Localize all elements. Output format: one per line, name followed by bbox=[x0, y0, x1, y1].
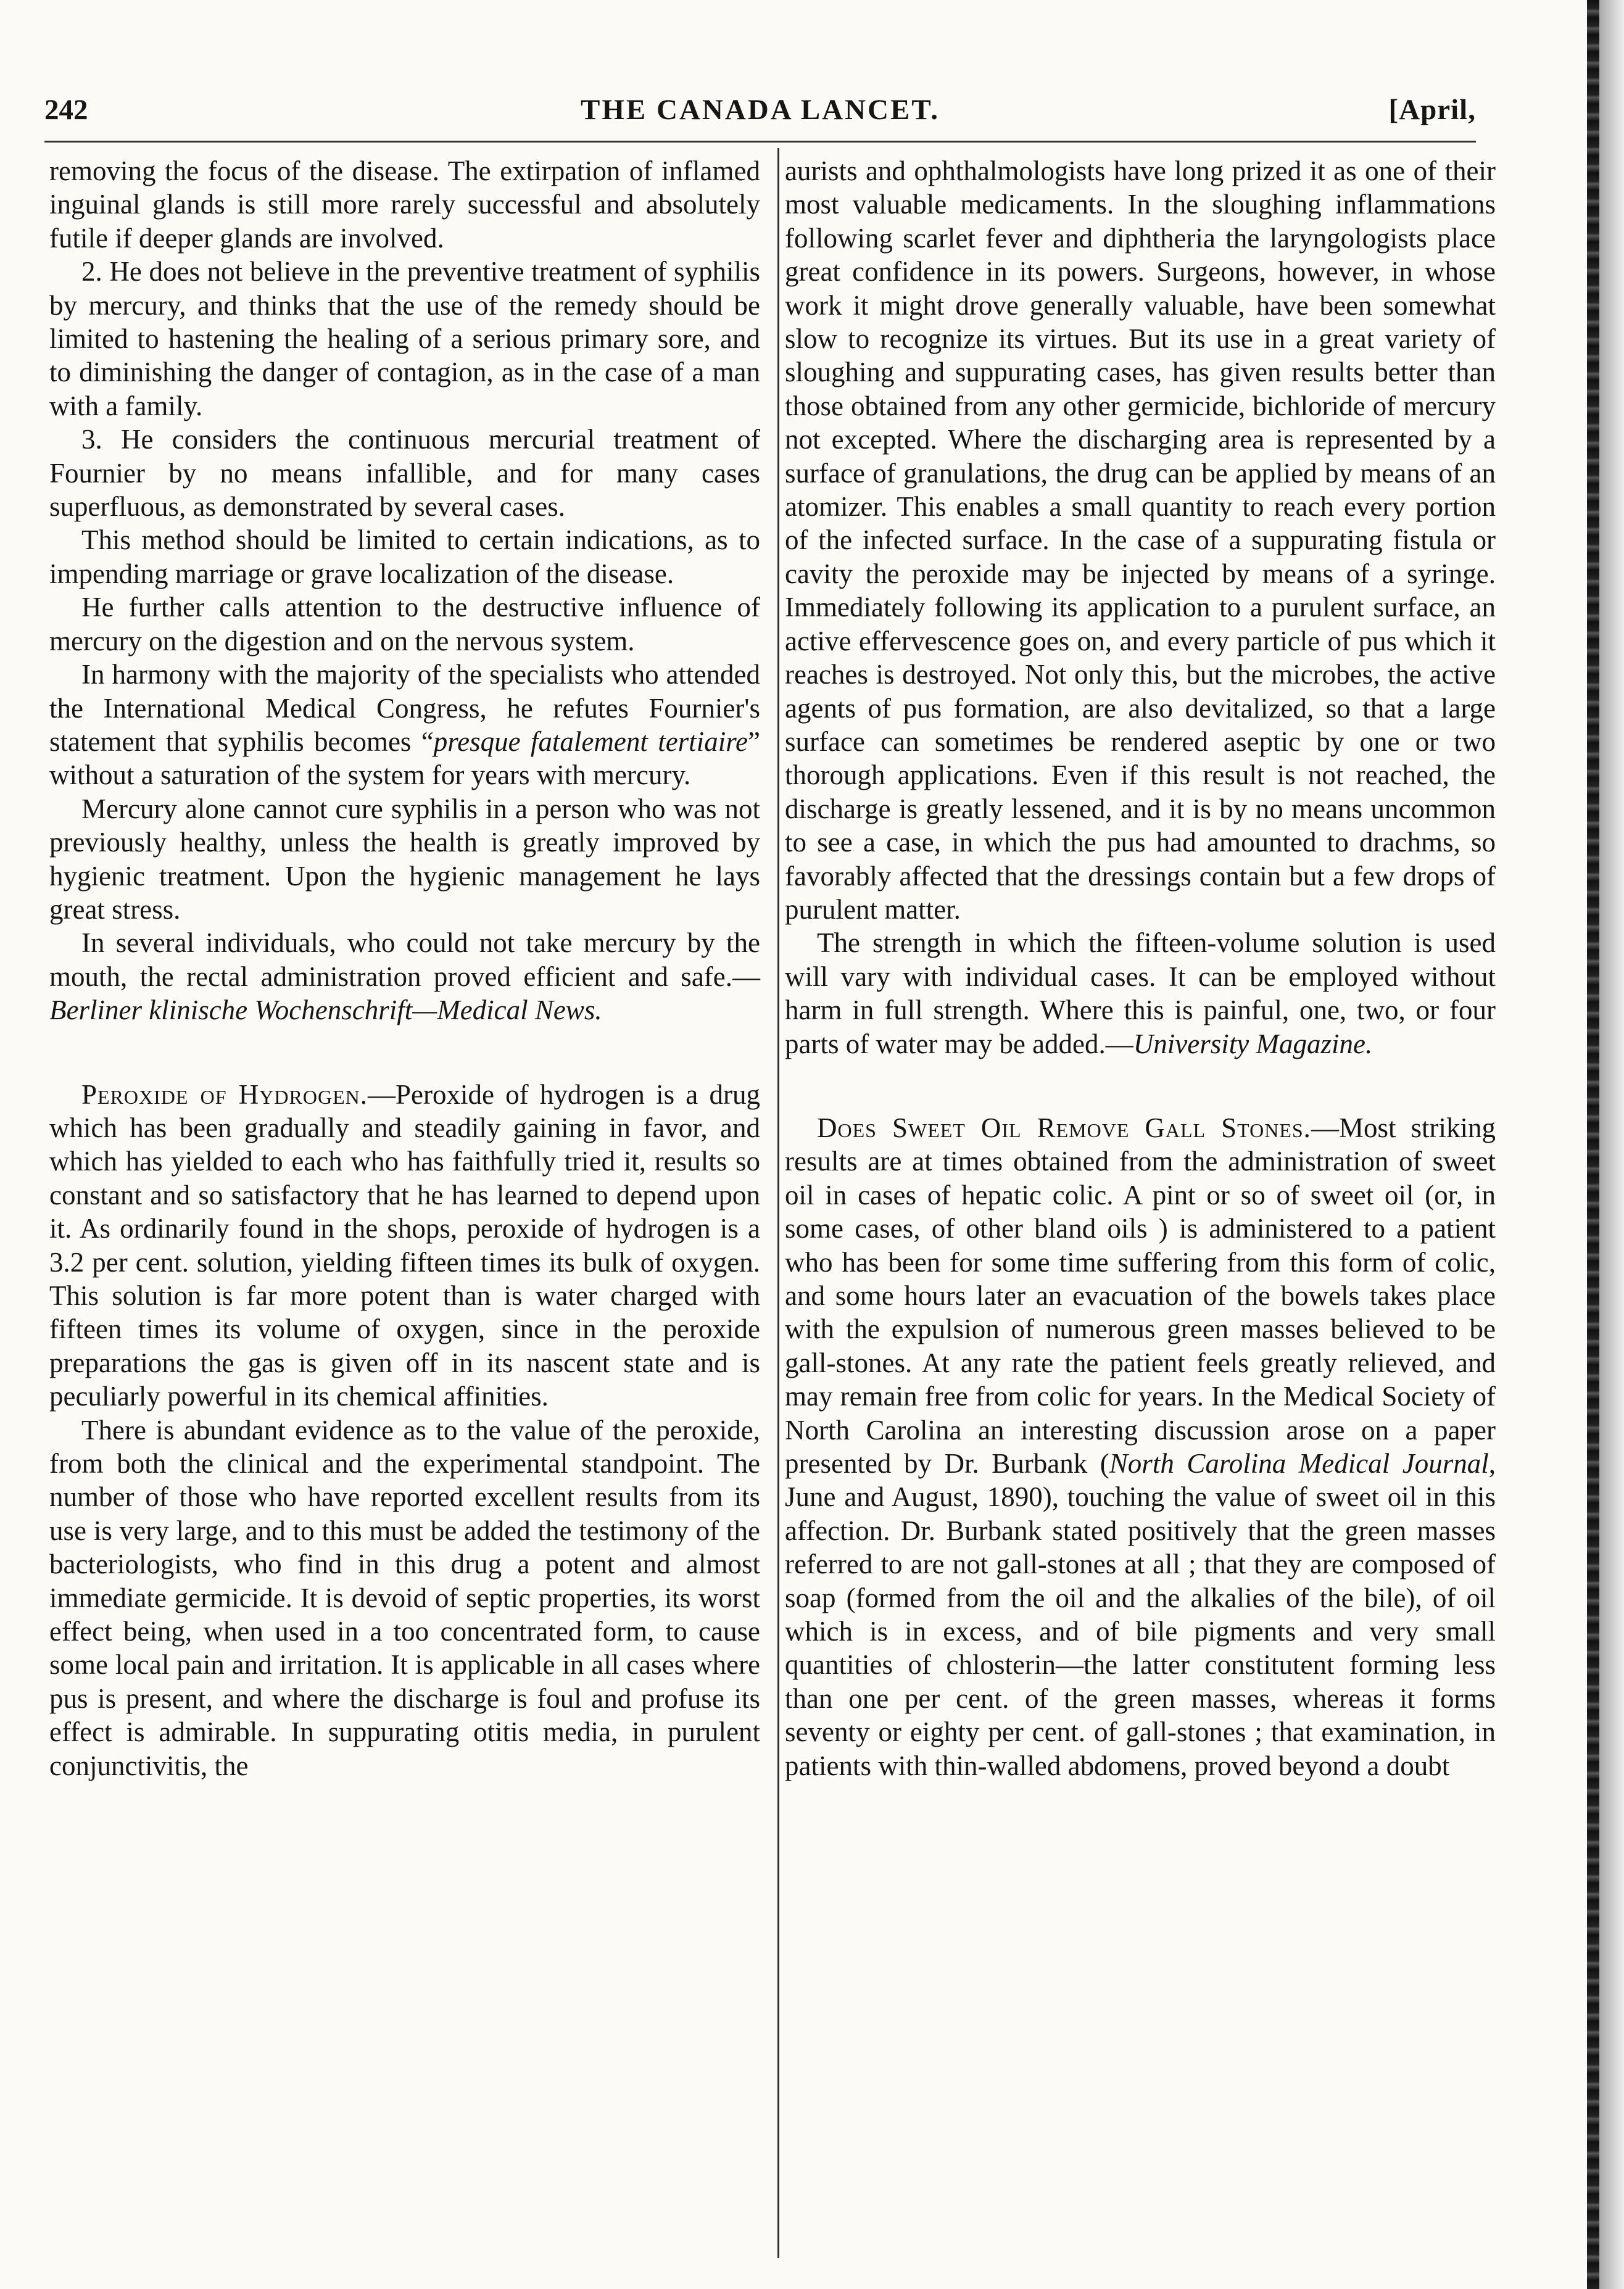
journal-title: THE CANADA LANCET. bbox=[581, 94, 940, 126]
paragraph: 2. He does not believe in the preventive treatment of syphilis by mercury, and thinks that the use of the remedy should be limited to hastening the healing of a serious primary sore, and to diminishing the danger of contagion, as in the case of a man with a family. bbox=[49, 256, 760, 421]
text-run: —Most striking results are at times obtained from the administration of sweet oil in cases of hepatic colic. A pint or so of sweet oil (or, in some cases, of other bland oils ) is administered to a patient who has been for some time suffering from this form of colic, and some hours later an evacuation of the bowels takes place with the expulsion of numerous green masses believed to be gall-stones. At any rate the patient feels greatly relieved, and may remain free from colic for years. In the Medical Society of North Carolina an interesting discussion arose on a paper presented by Dr. Burbank ( bbox=[785, 1112, 1496, 1480]
issue-label: [April, bbox=[1388, 94, 1476, 126]
text-run: —Peroxide of hydrogen is a drug which has been gradually and steadily gaining in favor, and which has yielded to each who has faithfully tried it, results so constant and so satisfactory that he has learned to depend upon it. As ordinarily found in the shops, peroxide of hydrogen is a 3.2 per cent. solution, yielding fifteen times its bulk of oxygen. This solution is far more potent than is water charged with fifteen times its volume of oxygen, since in the peroxide preparations the gas is given off in its nascent state and is peculiarly powerful in its chemical affinities. bbox=[49, 1078, 760, 1412]
header-rule bbox=[44, 141, 1476, 143]
right-column bbox=[785, 154, 1496, 1782]
page-edge-fade bbox=[1599, 0, 1624, 2289]
text-run: ” without a saturation of the system for years with mercury. bbox=[49, 726, 760, 791]
paragraph: This method should be limited to certain indications, as to impending marriage or grave localization of the disease. bbox=[49, 524, 760, 589]
text-run: In harmony with the majority of the specialists who attended the International Medical Congress, he refutes Fournier's statement that syphilis becomes “ bbox=[49, 659, 760, 757]
paragraph: aurists and ophthalmologists have long prized it as one of their most valuable medicaments. In the sloughing inflammations following scarlet fever and diphtheria the laryngologists place great confidence in its powers. Surgeons, however, in whose work it might drove generally valuable, have been somewhat slow to recognize its virtues. But its use in a great variety of sloughing and suppurating cases, has given results better than those obtained from any other germicide, bichloride of mercury not excepted. Where the discharging area is represented by a surface of granulations, the drug can be applied by means of an atomizer. This enables a small quantity to reach every portion of the infected surface. In the case of a suppurating fistula or cavity the peroxide may be injected by means of a syringe. Immediately following its application to a purulent surface, an active effervescence goes on, and every particle of pus which it reaches is destroyed. Not only this, but the microbes, the active agents of pus formation, are also devitalized, so that a large surface can sometimes be rendered aseptic by one or two thorough applications. Even if this result is not reached, the discharge is greatly lessened, and it is by no means uncommon to see a case, in which the pus had amounted to drachms, so favorably affected that the dressings contain but a few drops of purulent matter. bbox=[785, 155, 1496, 925]
source-citation: Berliner klinische Wochenschrift—Medical News. bbox=[49, 995, 602, 1026]
section-heading: Does Sweet Oil Remove Gall Stones. bbox=[817, 1112, 1311, 1143]
text-run: In several individuals, who could not take mercury by the mouth, the rectal administration proved efficient and safe.— bbox=[49, 927, 760, 992]
paragraph bbox=[785, 1111, 1496, 1782]
source-citation: University Magazine. bbox=[1133, 1028, 1373, 1059]
section-gap bbox=[785, 1061, 1496, 1111]
text-run: , June and August, 1890), touching the value of sweet oil in this affection. Dr. Burbank stated positively that the green masses referred to are not gall-stones at all ; that they are composed of soap (formed from the oil and the alkalies of the bile), of oil which is in excess, and of bile pigments and very small quantities of chlosterin—the latter constitutent forming less than one per cent. of the green masses, whereas it forms seventy or eighty per cent. of gall-stones ; that examination, in patients with thin-walled abdomens, proved beyond a doubt bbox=[785, 1448, 1496, 1781]
running-header bbox=[44, 85, 1476, 135]
paragraph: Mercury alone cannot cure syphilis in a person who was not previously healthy, unless the health is greatly improved by hygienic treatment. Upon the hygienic management he lays great stress. bbox=[49, 793, 760, 925]
quoted-phrase: presque fatalement tertiaire bbox=[433, 726, 748, 757]
paragraph bbox=[49, 1078, 760, 1414]
paragraph bbox=[785, 926, 1496, 1061]
column-divider bbox=[777, 148, 779, 2258]
left-column bbox=[49, 154, 760, 1782]
page-edge-shadow bbox=[1587, 0, 1599, 2289]
paragraph bbox=[49, 926, 760, 1027]
paragraph: removing the focus of the disease. The extirpation of inflamed inguinal glands is still more rarely successful and absolutely futile if deeper glands are involved. bbox=[49, 155, 760, 254]
text-run: The strength in which the fifteen-volume solution is used will vary with individual cases. It can be employed without harm in full strength. Where this is painful, one, two, or four parts of water may be added.— bbox=[785, 927, 1496, 1059]
paragraph: 3. He considers the continuous mercurial treatment of Fournier by no means infallible, and for many cases superfluous, as demonstrated by several cases. bbox=[49, 424, 760, 523]
section-gap bbox=[49, 1027, 760, 1078]
page-number: 242 bbox=[44, 94, 88, 126]
paragraph bbox=[49, 658, 760, 792]
paragraph: He further calls attention to the destructive influence of mercury on the digestion and on the nervous system. bbox=[49, 592, 760, 656]
section-heading: Peroxide of Hydrogen. bbox=[81, 1078, 368, 1110]
paragraph: There is abundant evidence as to the value of the peroxide, from both the clinical and the experimental standpoint. The number of those who have reported excellent results from its use is very large, and to this must be added the testimony of the bacteriologists, who find in this drug a potent and almost immediate germicide. It is devoid of septic properties, its worst effect being, when used in a too concentrated form, to cause some local pain and irritation. It is applicable in all cases where pus is present, and where the discharge is foul and profuse its effect is admirable. In suppurating otitis media, in purulent conjunctivitis, the bbox=[49, 1414, 760, 1781]
journal-citation: North Carolina Medical Journal bbox=[1109, 1448, 1489, 1480]
